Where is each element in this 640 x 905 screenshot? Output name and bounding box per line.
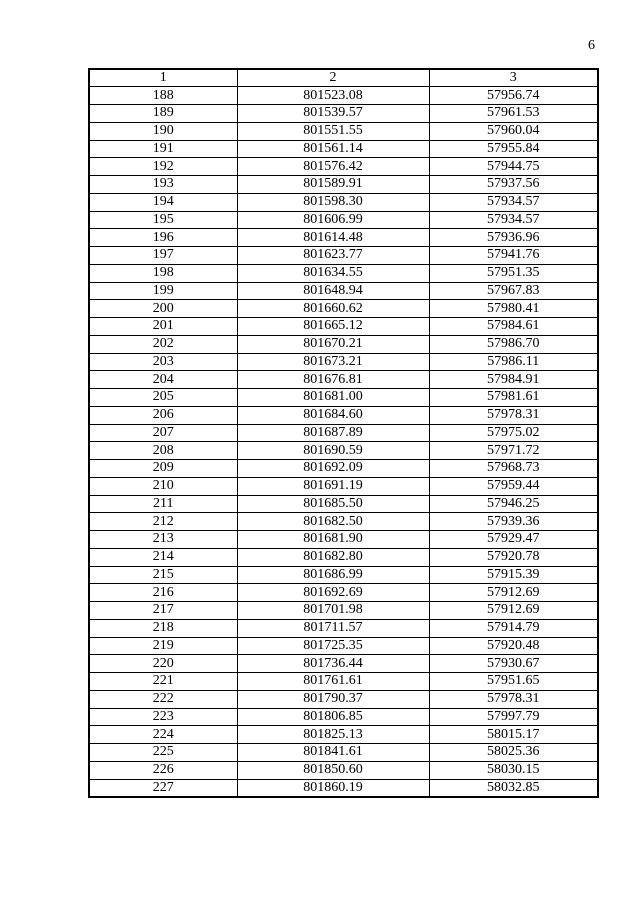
table-row (89, 282, 598, 300)
table-row (89, 335, 598, 353)
y-coordinate-cell: 57936.96 (429, 229, 598, 247)
x-coordinate-cell: 801841.61 (237, 744, 429, 762)
y-coordinate-cell: 57929.47 (429, 531, 598, 549)
x-coordinate-cell: 801648.94 (237, 282, 429, 300)
x-coordinate-cell: 801806.85 (237, 708, 429, 726)
header-cell-2: 2 (237, 69, 429, 87)
x-coordinate-cell: 801850.60 (237, 761, 429, 779)
table-row (89, 211, 598, 229)
point-number-cell: 197 (89, 247, 237, 265)
x-coordinate-cell: 801676.81 (237, 371, 429, 389)
y-coordinate-cell: 57961.53 (429, 105, 598, 123)
x-coordinate-cell: 801711.57 (237, 619, 429, 637)
point-number-cell: 215 (89, 566, 237, 584)
x-coordinate-cell: 801606.99 (237, 211, 429, 229)
y-coordinate-cell: 57959.44 (429, 477, 598, 495)
x-coordinate-cell: 801860.19 (237, 779, 429, 797)
table-row (89, 548, 598, 566)
x-coordinate-cell: 801614.48 (237, 229, 429, 247)
point-number-cell: 207 (89, 424, 237, 442)
x-coordinate-cell: 801725.35 (237, 637, 429, 655)
header-cell-1: 1 (89, 69, 237, 87)
point-number-cell: 191 (89, 140, 237, 158)
y-coordinate-cell: 57934.57 (429, 211, 598, 229)
x-coordinate-cell: 801681.00 (237, 389, 429, 407)
point-number-cell: 210 (89, 477, 237, 495)
table-row (89, 176, 598, 194)
point-number-cell: 192 (89, 158, 237, 176)
x-coordinate-cell: 801701.98 (237, 602, 429, 620)
y-coordinate-cell: 57971.72 (429, 442, 598, 460)
x-coordinate-cell: 801825.13 (237, 726, 429, 744)
table-row (89, 371, 598, 389)
point-number-cell: 188 (89, 87, 237, 105)
x-coordinate-cell: 801692.09 (237, 460, 429, 478)
point-number-cell: 190 (89, 122, 237, 140)
x-coordinate-cell: 801670.21 (237, 335, 429, 353)
x-coordinate-cell: 801685.50 (237, 495, 429, 513)
x-coordinate-cell: 801686.99 (237, 566, 429, 584)
table-row (89, 726, 598, 744)
table-row (89, 247, 598, 265)
point-number-cell: 198 (89, 264, 237, 282)
y-coordinate-cell: 57939.36 (429, 513, 598, 531)
point-number-cell: 219 (89, 637, 237, 655)
point-number-cell: 227 (89, 779, 237, 797)
table-row (89, 87, 598, 105)
y-coordinate-cell: 57967.83 (429, 282, 598, 300)
table-row (89, 122, 598, 140)
header-row (89, 69, 598, 87)
point-number-cell: 225 (89, 744, 237, 762)
point-number-cell: 211 (89, 495, 237, 513)
table-row (89, 424, 598, 442)
table-row (89, 637, 598, 655)
point-number-cell: 196 (89, 229, 237, 247)
x-coordinate-cell: 801736.44 (237, 655, 429, 673)
y-coordinate-cell: 57915.39 (429, 566, 598, 584)
x-coordinate-cell: 801561.14 (237, 140, 429, 158)
x-coordinate-cell: 801551.55 (237, 122, 429, 140)
point-number-cell: 224 (89, 726, 237, 744)
y-coordinate-cell: 57955.84 (429, 140, 598, 158)
header-cell-3: 3 (429, 69, 598, 87)
y-coordinate-cell: 58030.15 (429, 761, 598, 779)
y-coordinate-cell: 57986.11 (429, 353, 598, 371)
x-coordinate-cell: 801684.60 (237, 406, 429, 424)
y-coordinate-cell: 57978.31 (429, 406, 598, 424)
y-coordinate-cell: 57930.67 (429, 655, 598, 673)
y-coordinate-cell: 58025.36 (429, 744, 598, 762)
table-row (89, 744, 598, 762)
point-number-cell: 221 (89, 673, 237, 691)
x-coordinate-cell: 801539.57 (237, 105, 429, 123)
y-coordinate-cell: 57951.65 (429, 673, 598, 691)
table-row (89, 460, 598, 478)
page-number: 6 (588, 38, 595, 53)
x-coordinate-cell: 801634.55 (237, 264, 429, 282)
table-row (89, 406, 598, 424)
point-number-cell: 199 (89, 282, 237, 300)
table-row (89, 673, 598, 691)
y-coordinate-cell: 57960.04 (429, 122, 598, 140)
y-coordinate-cell: 57946.25 (429, 495, 598, 513)
y-coordinate-cell: 57934.57 (429, 193, 598, 211)
x-coordinate-cell: 801623.77 (237, 247, 429, 265)
table-row (89, 318, 598, 336)
point-number-cell: 212 (89, 513, 237, 531)
y-coordinate-cell: 57941.76 (429, 247, 598, 265)
coordinates-table (88, 68, 599, 798)
table-row (89, 229, 598, 247)
point-number-cell: 204 (89, 371, 237, 389)
point-number-cell: 200 (89, 300, 237, 318)
table-row (89, 495, 598, 513)
point-number-cell: 222 (89, 690, 237, 708)
x-coordinate-cell: 801589.91 (237, 176, 429, 194)
x-coordinate-cell: 801761.61 (237, 673, 429, 691)
x-coordinate-cell: 801691.19 (237, 477, 429, 495)
point-number-cell: 216 (89, 584, 237, 602)
x-coordinate-cell: 801692.69 (237, 584, 429, 602)
y-coordinate-cell: 57944.75 (429, 158, 598, 176)
point-number-cell: 203 (89, 353, 237, 371)
y-coordinate-cell: 57997.79 (429, 708, 598, 726)
y-coordinate-cell: 57951.35 (429, 264, 598, 282)
y-coordinate-cell: 57968.73 (429, 460, 598, 478)
x-coordinate-cell: 801681.90 (237, 531, 429, 549)
y-coordinate-cell: 57980.41 (429, 300, 598, 318)
x-coordinate-cell: 801523.08 (237, 87, 429, 105)
point-number-cell: 220 (89, 655, 237, 673)
y-coordinate-cell: 57986.70 (429, 335, 598, 353)
point-number-cell: 201 (89, 318, 237, 336)
y-coordinate-cell: 58032.85 (429, 779, 598, 797)
y-coordinate-cell: 57912.69 (429, 602, 598, 620)
table-row (89, 531, 598, 549)
table-row (89, 761, 598, 779)
y-coordinate-cell: 57978.31 (429, 690, 598, 708)
table-row (89, 193, 598, 211)
point-number-cell: 195 (89, 211, 237, 229)
table-row (89, 353, 598, 371)
table-row (89, 708, 598, 726)
table-row (89, 513, 598, 531)
point-number-cell: 218 (89, 619, 237, 637)
table-row (89, 690, 598, 708)
table-row (89, 389, 598, 407)
table-row (89, 779, 598, 797)
y-coordinate-cell: 57981.61 (429, 389, 598, 407)
table-row (89, 105, 598, 123)
table-row (89, 655, 598, 673)
y-coordinate-cell: 57984.91 (429, 371, 598, 389)
table-body (89, 87, 598, 797)
table-row (89, 602, 598, 620)
x-coordinate-cell: 801598.30 (237, 193, 429, 211)
table-row (89, 140, 598, 158)
point-number-cell: 202 (89, 335, 237, 353)
point-number-cell: 223 (89, 708, 237, 726)
y-coordinate-cell: 57912.69 (429, 584, 598, 602)
table-header (89, 69, 598, 87)
table-row (89, 584, 598, 602)
point-number-cell: 205 (89, 389, 237, 407)
x-coordinate-cell: 801687.89 (237, 424, 429, 442)
y-coordinate-cell: 57937.56 (429, 176, 598, 194)
x-coordinate-cell: 801790.37 (237, 690, 429, 708)
table-row (89, 566, 598, 584)
table-row (89, 619, 598, 637)
point-number-cell: 194 (89, 193, 237, 211)
table-row (89, 442, 598, 460)
point-number-cell: 209 (89, 460, 237, 478)
point-number-cell: 193 (89, 176, 237, 194)
point-number-cell: 208 (89, 442, 237, 460)
table-row (89, 300, 598, 318)
x-coordinate-cell: 801690.59 (237, 442, 429, 460)
y-coordinate-cell: 57956.74 (429, 87, 598, 105)
table-row (89, 264, 598, 282)
point-number-cell: 189 (89, 105, 237, 123)
x-coordinate-cell: 801682.50 (237, 513, 429, 531)
x-coordinate-cell: 801576.42 (237, 158, 429, 176)
y-coordinate-cell: 57920.48 (429, 637, 598, 655)
y-coordinate-cell: 57920.78 (429, 548, 598, 566)
table-row (89, 158, 598, 176)
y-coordinate-cell: 57984.61 (429, 318, 598, 336)
x-coordinate-cell: 801665.12 (237, 318, 429, 336)
point-number-cell: 213 (89, 531, 237, 549)
point-number-cell: 226 (89, 761, 237, 779)
y-coordinate-cell: 57914.79 (429, 619, 598, 637)
table-row (89, 477, 598, 495)
x-coordinate-cell: 801660.62 (237, 300, 429, 318)
point-number-cell: 217 (89, 602, 237, 620)
point-number-cell: 214 (89, 548, 237, 566)
y-coordinate-cell: 58015.17 (429, 726, 598, 744)
point-number-cell: 206 (89, 406, 237, 424)
x-coordinate-cell: 801673.21 (237, 353, 429, 371)
x-coordinate-cell: 801682.80 (237, 548, 429, 566)
y-coordinate-cell: 57975.02 (429, 424, 598, 442)
